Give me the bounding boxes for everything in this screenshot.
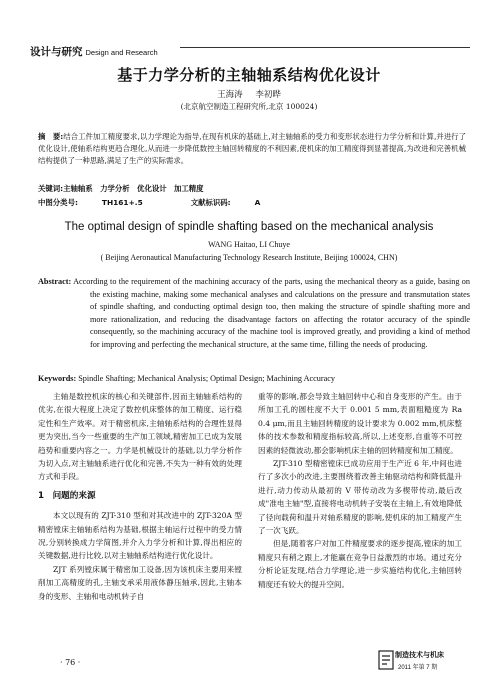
body-column-right	[258, 390, 462, 591]
section-heading: 1 问题的来源	[38, 490, 96, 501]
affiliation: (北京航空制造工程研究所,北京 100024)	[180, 102, 318, 111]
classification	[38, 197, 466, 208]
body-column-left	[38, 390, 242, 603]
body-paragraph: 主轴是数控机床的核心和关键部件,因而主轴轴系结构的优劣,在很大程度上决定了数控机床整体的加工精度、运行稳定性和生产效率。对于精密机床,主轴轴系结构的合理性显得更为突出,当今一些重要的生产加工领域,精密加工已成为发展趋势和重要内容之一。力学是机械设计的基础,以力学分析作为切入点,对主轴轴系进行优化和完善,不失为一种有效的处理方式和手段。	[38, 392, 242, 482]
abstract-en-label: Abstract:	[38, 277, 72, 286]
journal-issue: 2011 年第 7 期	[398, 665, 438, 671]
header-rule	[180, 47, 470, 48]
abstract-cn-label: 摘 要:	[38, 132, 64, 141]
abstract-cn	[38, 131, 466, 168]
doc-code-label: 文献标识码:	[190, 198, 231, 207]
doc-code: A	[254, 198, 261, 207]
paper-title: 基于力学分析的主轴轴系结构优化设计	[117, 66, 381, 84]
body-paragraph: ZJT 系列镗床属于精密加工设备,因为该机床主要用来镗削加工高精度的孔,主轴支承采用液体静压轴承,因此,主轴本身的变形、主轴和电动机转子自	[38, 564, 242, 601]
body-paragraph: 本文以现有的 ZJT-310 型和对其改进中的 ZJT-320A 型精密镗床主轴轴系结构为基础,根据主轴运行过程中的受力情况,分别转换成力学简图,并介入力学分析和计算,得出相应的关键数据,进行比较,以对主轴轴系结构进行优化设计。	[38, 511, 242, 561]
keywords-en-text: Spindle Shafting; Mechanical Analysis; Optimal Design; Machining Accuracy	[78, 374, 335, 383]
section-name-cn: 设计与研究	[30, 46, 83, 58]
keywords-en	[38, 374, 470, 383]
english-title: The optimal design of spindle shafting based on the mechanical analysis	[64, 221, 434, 233]
english-affiliation: ( Beijing Aeronautical Manufacturing Technology Research Institute, Beijing 100024, CHN)	[100, 253, 398, 262]
abstract-cn-text: 结合工件加工精度要求,以力学理论为指导,在现有机床的基础上,对主轴轴系的受力和变形状态进行力学分析和计算,并进行了优化设计,使轴系结构更趋合理化,从而进一步降低数控主轴回转精度的不利因素,使机床的加工精度得到显著提高,为改进和完善机械结构提供了一种思路,满足了生产的实际需求。	[38, 132, 466, 166]
keywords-cn	[38, 183, 466, 194]
clc-code: TH161+.5	[101, 198, 143, 207]
body-paragraph: 重等的影响,都会导致主轴回转中心和自身变形的产生。由于所加工孔的圆柱度不大于 0.001 5 mm,表面粗糙度为 Ra 0.4 μm,而且主轴回转精度的设计要求为 0.002 mm,机床整体的技术参数和精度指标较高,所以,上述变形,自重等不可控因素的轻微波动,都会影响机床主轴的回转精度和加工精度。	[258, 392, 462, 455]
body-paragraph: ZJT-310 型精密镗床已成功应用于生产近 6 年,中间也进行了多次小的改进,主要围绕着改善主轴驱动结构和降低温升进行,动力传动从最初的 V 带传动改为多楔带传动,最后改成"准电主轴"型,直接将电动机转子安装在主轴上,有效地降低了径向载荷和温升对轴系精度的影响,使机床的加工精度产生了一次飞跃。	[258, 459, 462, 536]
abstract-en-text: According to the requirement of the machining accuracy of the parts, using the mechanical theory as a guide, basing on the existing machine, making some mechanical analyses and calculations on the pressure and transmutation states of spindle shafting, and conducting optimal design too, then making the structure of spindle shafting more and more rationalization, and reducing the disadvantage factors on affecting the rotator accuracy of the spindle consequently, so the machining accuracy of the machine tool is improved greatly, and providing a kind of method for improving and perfecting the mechanical structure, at the same time, filling the needs of producing.	[73, 277, 470, 349]
authors: 王海涛 李初晔	[217, 90, 281, 100]
keywords-cn-label: 关键词:	[38, 184, 64, 193]
journal-name: 制造技术与机床	[395, 651, 444, 659]
section-name-en: Design and Research	[85, 48, 158, 57]
clc-label: 中图分类号:	[38, 198, 78, 207]
keywords-cn-text: 主轴轴系 力学分析 优化设计 加工精度	[63, 184, 204, 193]
keywords-en-label: Keywords:	[38, 374, 77, 383]
english-authors: WANG Haitao, LI Chuye	[208, 240, 290, 249]
abstract-en	[38, 276, 470, 352]
section-header	[30, 40, 470, 58]
journal-logo-icon	[378, 650, 394, 670]
body-paragraph: 但是,随着客户对加工件精度要求的逐步提高,镗床的加工精度只有稍之跟上,才能赢在竞争日益激烈的市场。通过充分分析论证发现,结合力学理论,进一步实施结构优化,主轴回转精度还有较大的提升空间。	[258, 539, 462, 589]
page-number: · 76 ·	[60, 658, 81, 667]
